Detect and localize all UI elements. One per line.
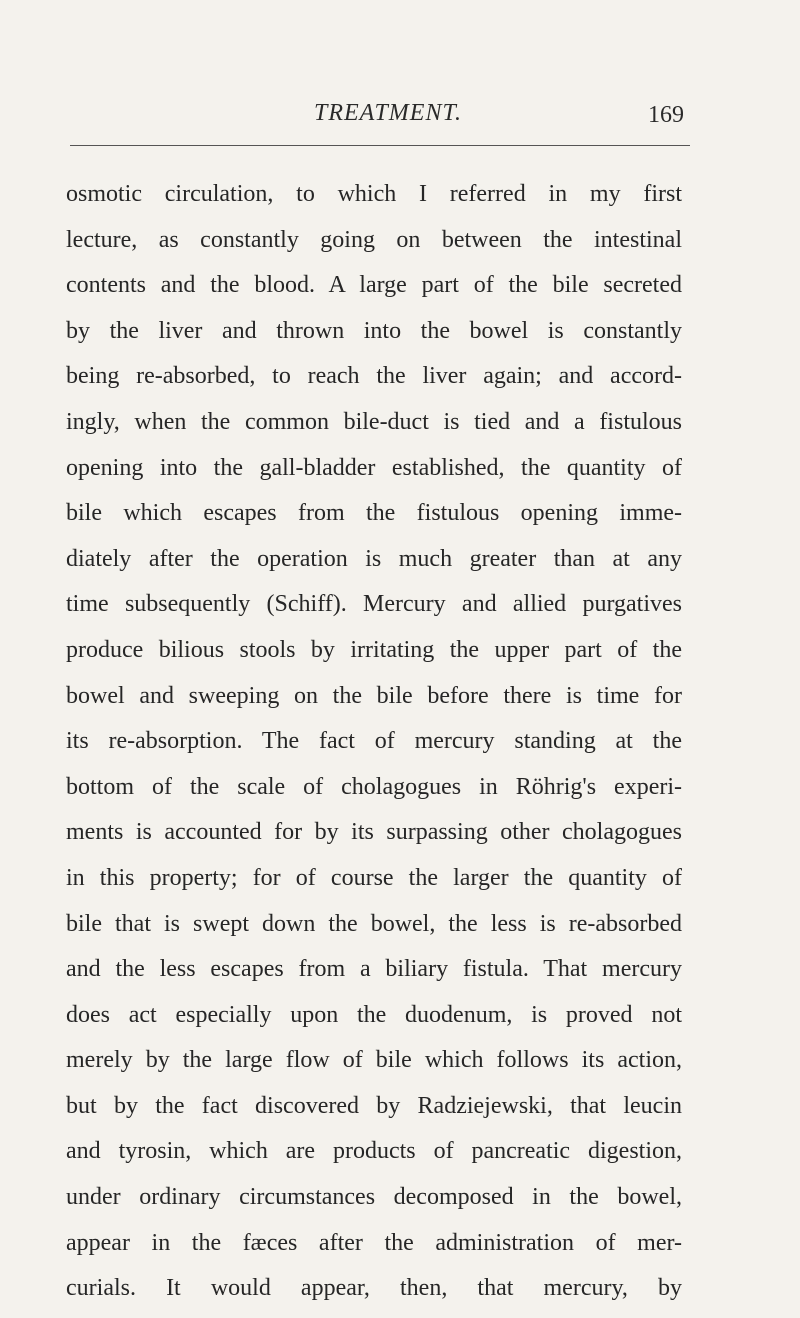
text-line: bile which escapes from the fistulous opening imme- xyxy=(66,500,682,527)
header-rule xyxy=(70,145,690,146)
text-line: bottom of the scale of cholagogues in Röhrig's experi- xyxy=(66,773,682,800)
running-head xyxy=(70,100,690,140)
text-line: merely by the large flow of bile which follows its action, xyxy=(66,1047,682,1074)
page-number: 169 xyxy=(648,102,684,128)
text-line: lecture, as constantly going on between the intestinal xyxy=(66,226,682,253)
text-line: bowel and sweeping on the bile before there is time for xyxy=(66,682,682,709)
text-line: ments is accounted for by its surpassing other cholagogues xyxy=(66,819,682,846)
text-line: opening into the gall-bladder established, the quantity of xyxy=(66,454,682,481)
text-line: time subsequently (Schiff). Mercury and allied purgatives xyxy=(66,591,682,618)
text-line: appear in the fæces after the administration of mer- xyxy=(66,1229,682,1256)
text-line: in this property; for of course the larger the quantity of xyxy=(66,864,682,891)
text-line: under ordinary circumstances decomposed in the bowel, xyxy=(66,1184,682,1211)
text-line: ingly, when the common bile-duct is tied and a fistulous xyxy=(66,408,682,435)
text-line: and tyrosin, which are products of pancreatic digestion, xyxy=(66,1138,682,1165)
text-line: diately after the operation is much greater than at any xyxy=(66,545,682,572)
text-line: by the liver and thrown into the bowel is constantly xyxy=(66,317,682,344)
text-line: produce bilious stools by irritating the upper part of the xyxy=(66,636,682,663)
text-line: being re-absorbed, to reach the liver again; and accord- xyxy=(66,363,682,390)
text-line: and the less escapes from a biliary fistula. That mercury xyxy=(66,956,682,983)
text-line: does act especially upon the duodenum, is proved not xyxy=(66,1001,682,1028)
text-line: curials. It would appear, then, that mercury, by xyxy=(66,1275,682,1302)
body-text xyxy=(66,172,682,1312)
running-title: TREATMENT. xyxy=(314,100,463,126)
text-line: contents and the blood. A large part of the bile secreted xyxy=(66,272,682,299)
text-line: its re-absorption. The fact of mercury standing at the xyxy=(66,728,682,755)
text-line: bile that is swept down the bowel, the less is re-absorbed xyxy=(66,910,682,937)
text-line: osmotic circulation, to which I referred in my first xyxy=(66,181,682,207)
text-line: but by the fact discovered by Radziejewski, that leucin xyxy=(66,1092,682,1119)
